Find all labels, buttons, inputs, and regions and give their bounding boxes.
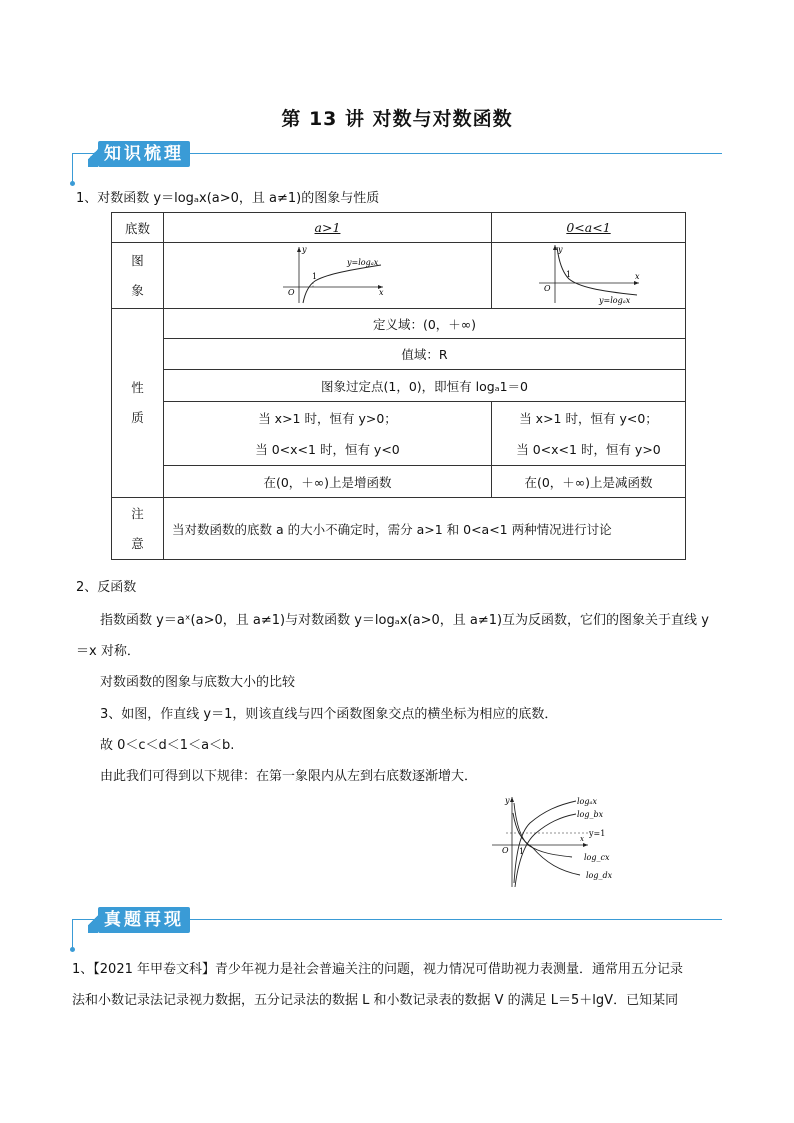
svg-text:O: O — [287, 288, 295, 297]
page-title: 第 13 讲 对数与对数函数 — [281, 108, 513, 130]
label-log-b: log_bx — [577, 810, 604, 819]
svg-text:1: 1 — [565, 270, 571, 279]
graph-label: 图 象 — [112, 243, 164, 309]
item2-line2: ＝x 对称． — [76, 644, 140, 659]
left-mono: 在(0，＋∞)上是增函数 — [164, 466, 492, 498]
item1-heading: 1、对数函数 y＝logₐx(a>0，且 a≠1)的图象与性质 — [76, 191, 380, 206]
svg-text:x: x — [580, 835, 584, 843]
graph-decreasing-cell — [492, 243, 686, 309]
log-function-table — [111, 212, 686, 560]
item2-line1: 指数函数 y＝aˣ(a>0，且 a≠1)与对数函数 y＝logₐx(a>0，且 a≠1)互为反函数，它们的图象关于直线 y — [100, 613, 709, 628]
base-label: 底数 — [112, 213, 164, 243]
graph-decreasing — [529, 243, 649, 305]
problem-line1: 1、【2021 年甲卷文科】青少年视力是社会普遍关注的问题，视力情况可借助视力表测量．通常用五分记录 — [72, 962, 683, 977]
range-cell: 值域：R — [164, 339, 686, 370]
note-text: 当对数函数的底数 a 的大小不确定时，需分 a>1 和 0<a<1 两种情况进行讨论 — [164, 498, 686, 560]
item3-line3: 由此我们可得到以下规律：在第一象限内从左到右底数逐渐增大． — [100, 769, 478, 784]
item2-heading: 2、反函数 — [76, 580, 137, 595]
base-comparison-figure — [488, 793, 618, 889]
svg-text:y: y — [301, 245, 307, 254]
label-y-equals-1: y=1 — [589, 829, 606, 838]
note-label: 注 意 — [112, 498, 164, 560]
properties-label: 性 质 — [112, 309, 164, 498]
svg-text:1: 1 — [311, 272, 317, 281]
svg-text:y=logₐx: y=logₐx — [598, 296, 630, 305]
section-header-knowledge — [72, 141, 722, 169]
domain-cell: 定义域：(0，＋∞) — [164, 309, 686, 339]
section-badge-past-exams: 真题再现 — [98, 907, 190, 933]
svg-text:x: x — [378, 288, 384, 297]
left-cond1: 当 x>1 时，恒有 y>0； — [164, 402, 492, 434]
fixed-point-cell: 图象过定点(1，0)，即恒有 logₐ1＝0 — [164, 370, 686, 402]
item3-line1: 3、如图，作直线 y＝1，则该直线与四个函数图象交点的横坐标为相应的底数． — [100, 707, 558, 722]
svg-text:O: O — [502, 846, 509, 855]
compare-heading: 对数函数的图象与底数大小的比较 — [100, 675, 296, 690]
svg-text:y=logₐx: y=logₐx — [346, 258, 378, 267]
problem-line2: 法和小数记录法记录视力数据，五分记录法的数据 L 和小数记录表的数据 V 的满足 L＝5＋lgV．已知某同 — [72, 993, 679, 1008]
section-badge-knowledge: 知识梳理 — [98, 141, 190, 167]
left-cond2: 当 0<x<1 时，恒有 y<0 — [164, 434, 492, 466]
graph-increasing — [263, 243, 393, 305]
col-a-gt-1: a>1 — [164, 213, 492, 243]
label-log-a: logₐx — [577, 797, 598, 806]
svg-text:y: y — [505, 796, 510, 805]
right-cond1: 当 x>1 时，恒有 y<0； — [492, 402, 686, 434]
svg-text:y: y — [557, 245, 563, 254]
section-header-past-exams — [72, 907, 722, 935]
item3-line2: 故 0＜c＜d＜1＜a＜b. — [100, 738, 235, 753]
right-cond2: 当 0<x<1 时，恒有 y>0 — [492, 434, 686, 466]
right-mono: 在(0，＋∞)上是减函数 — [492, 466, 686, 498]
svg-text:1: 1 — [519, 847, 525, 856]
svg-text:O: O — [543, 284, 551, 293]
svg-text:x: x — [634, 272, 640, 281]
col-a-lt-1: 0<a<1 — [492, 213, 686, 243]
graph-increasing-cell — [164, 243, 492, 309]
label-log-c: log_cx — [584, 853, 610, 862]
label-log-d: log_dx — [586, 871, 613, 880]
